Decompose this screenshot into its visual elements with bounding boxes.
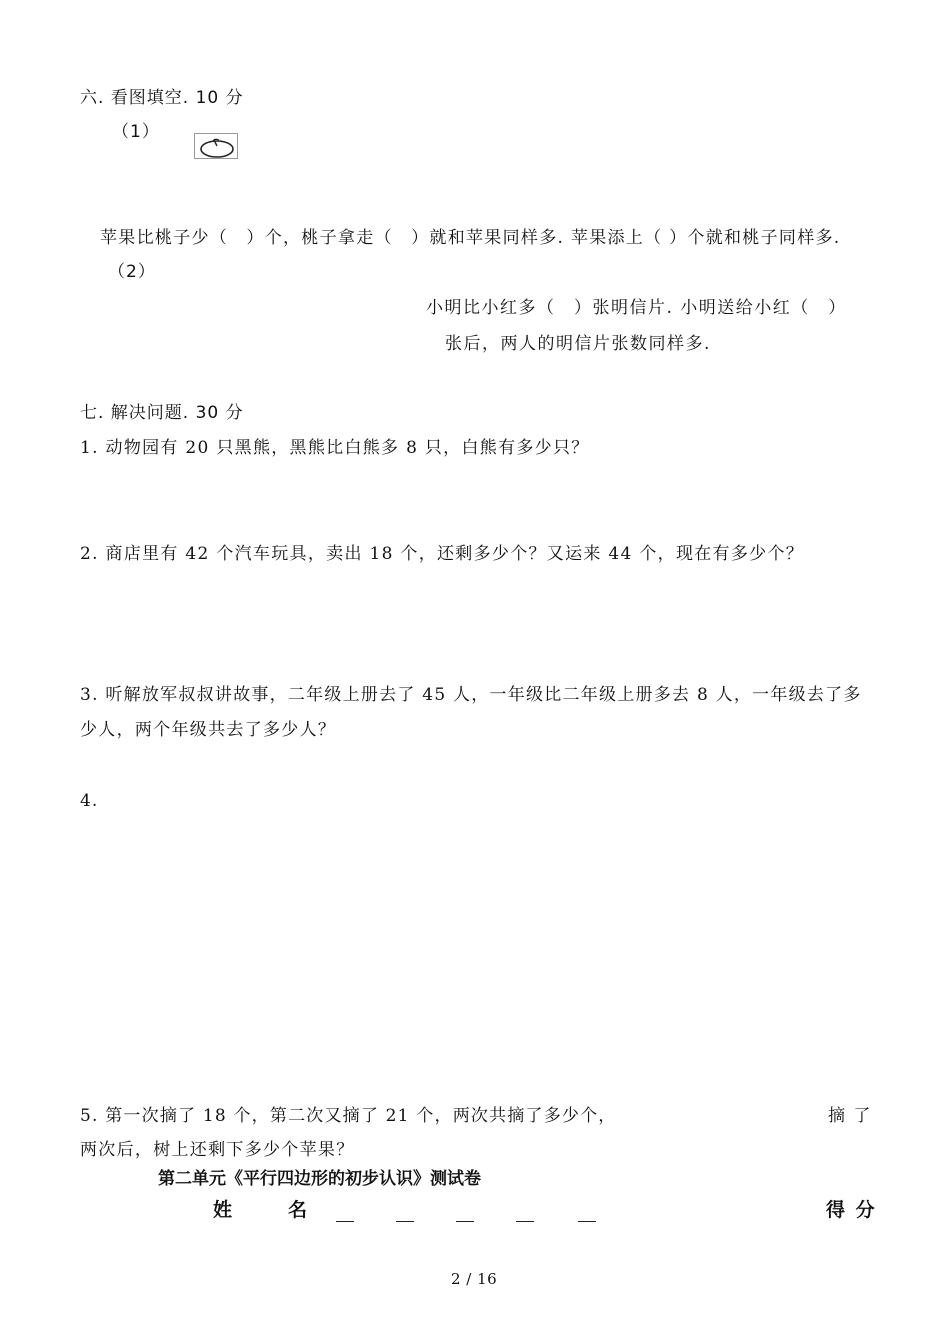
question-2-label: （2） bbox=[108, 262, 156, 282]
name-label: 姓 名 bbox=[213, 1199, 314, 1221]
problem-3-line-1: 3. 听解放军叔叔讲故事，二年级上册去了 45 人，一年级比二年级上册多去 8 人，一年级去了多 bbox=[80, 685, 862, 705]
unit-2-title: 第二单元《平行四边形的初步认识》测试卷 bbox=[158, 1169, 481, 1189]
problem-4: 4. bbox=[80, 791, 99, 811]
name-blank-5[interactable] bbox=[578, 1221, 596, 1222]
name-blank-2[interactable] bbox=[396, 1221, 414, 1222]
question-1-text: 苹果比桃子少（ ）个，桃子拿走（ ）就和苹果同样多. 苹果添上（ ）个就和桃子同样多. bbox=[100, 228, 841, 248]
question-2-line-2: 张后，两人的明信片张数同样多. bbox=[445, 334, 711, 354]
question-1-label: （1） bbox=[112, 122, 160, 142]
section-7-title: 七. 解决问题. 30 分 bbox=[80, 403, 244, 423]
problem-1: 1. 动物园有 20 只黑熊，黑熊比白熊多 8 只，白熊有多少只？ bbox=[80, 438, 590, 458]
question-2-line-1: 小明比小红多（ ）张明信片. 小明送给小红（ ） bbox=[426, 298, 847, 318]
problem-2: 2. 商店里有 42 个汽车玩具，卖出 18 个，还剩多少个？又运来 44 个，现在有多少个？ bbox=[80, 544, 805, 564]
problem-5-line-1: 5. 第一次摘了 18 个，第二次又摘了 21 个，两次共摘了多少个， bbox=[80, 1106, 617, 1126]
page-number: 2 / 16 bbox=[451, 1270, 498, 1288]
name-blank-3[interactable] bbox=[456, 1221, 474, 1222]
section-6-title: 六. 看图填空. 10 分 bbox=[80, 88, 244, 108]
apple-image bbox=[194, 133, 238, 159]
name-blank-1[interactable] bbox=[336, 1221, 354, 1222]
score-label: 得 分 bbox=[826, 1199, 877, 1221]
problem-5-line-2: 两次后，树上还剩下多少个苹果？ bbox=[80, 1140, 355, 1160]
problem-5-line-1-right: 摘 了 bbox=[828, 1106, 872, 1126]
apple-icon bbox=[195, 134, 239, 160]
problem-3-line-2: 少人，两个年级共去了多少人？ bbox=[80, 720, 337, 740]
name-blank-4[interactable] bbox=[516, 1221, 534, 1222]
